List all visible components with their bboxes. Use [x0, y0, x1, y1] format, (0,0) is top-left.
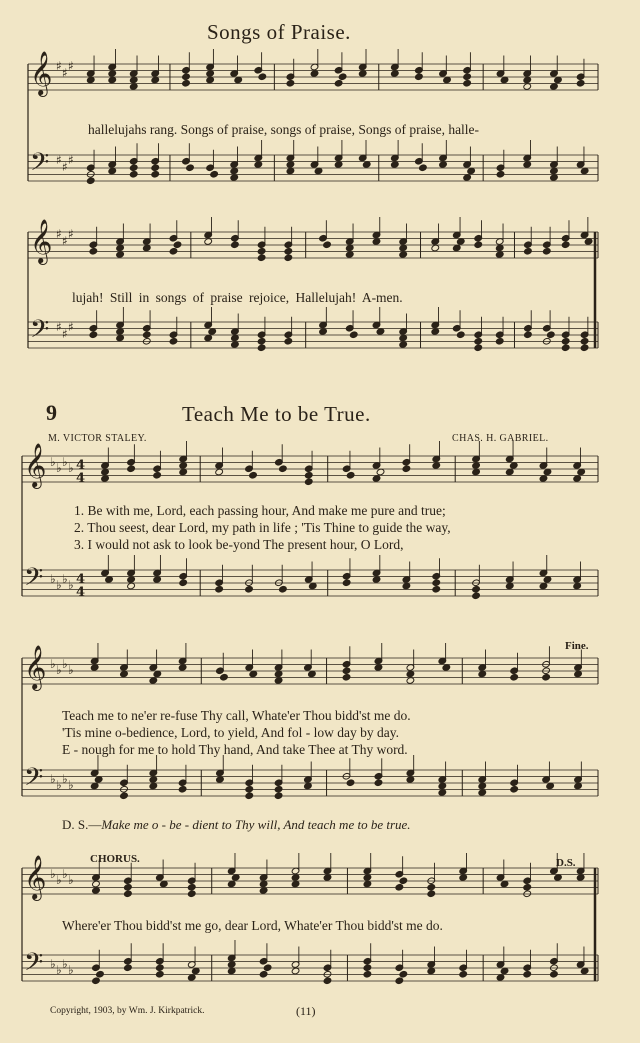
flat-icon: ♭: [50, 657, 56, 671]
note-head: [323, 977, 332, 985]
treble-clef-icon: 𝄞: [30, 219, 53, 263]
time-signature-top: 4: [76, 458, 86, 473]
note-head: [124, 883, 133, 891]
time-signature-bottom: 4: [76, 471, 86, 486]
flat-icon: ♭: [56, 461, 62, 475]
note-head: [415, 73, 424, 81]
flat-icon: ♭: [68, 663, 74, 677]
sharp-icon: ♯: [68, 153, 74, 167]
note-head: [245, 792, 254, 800]
note-head: [96, 970, 105, 978]
sharp-icon: ♯: [68, 320, 74, 334]
note-head: [561, 337, 570, 345]
sharp-icon: ♯: [62, 234, 68, 248]
note-head: [156, 964, 165, 972]
note-head: [542, 247, 551, 255]
note-head: [459, 970, 468, 978]
note-head: [542, 673, 551, 681]
note-head: [169, 247, 178, 255]
flat-icon: ♭: [62, 957, 68, 971]
treble-clef-icon: 𝄞: [30, 51, 53, 95]
note-head: [249, 471, 258, 479]
note-head: [474, 241, 483, 249]
ds-text: Make me o - be - dient to Thy will, And teach me to be true.: [101, 817, 411, 832]
treble-clef-icon: 𝄞: [24, 443, 47, 487]
note-head: [127, 465, 136, 473]
flat-icon: ♭: [56, 578, 62, 592]
page-number: (11): [296, 1004, 316, 1018]
note-head: [524, 331, 533, 339]
verse1-line2: Teach me to ne'er re-fuse Thy call, Whate'er Thou bidd'st me do.: [62, 708, 411, 723]
note-head: [210, 170, 219, 178]
note-head: [151, 170, 160, 178]
note-head: [334, 79, 343, 87]
flat-icon: ♭: [50, 957, 56, 971]
note-head: [257, 247, 266, 255]
hymn1-title: Songs of Praise.: [207, 20, 351, 44]
note-head: [169, 337, 178, 345]
note-head: [178, 785, 187, 793]
note-head: [546, 331, 555, 339]
flat-icon: ♭: [56, 873, 62, 887]
note-head: [215, 585, 224, 593]
note-head: [86, 177, 95, 185]
note-head: [245, 785, 254, 793]
note-head: [550, 970, 559, 978]
flat-icon: ♭: [50, 572, 56, 586]
bass-clef-icon: 𝄢: [24, 763, 44, 798]
note-head: [342, 579, 351, 587]
note-head: [245, 585, 254, 593]
treble-clef-icon: 𝄞: [24, 645, 47, 689]
note-head: [524, 247, 533, 255]
sharp-icon: ♯: [62, 160, 68, 174]
note-head: [495, 337, 504, 345]
note-head: [186, 164, 195, 172]
ds-label: D. S.—: [62, 817, 102, 832]
note-head: [523, 883, 532, 891]
note-head: [472, 592, 481, 600]
time-signature-bottom: 4: [76, 585, 86, 600]
flat-icon: ♭: [62, 455, 68, 469]
note-head: [263, 964, 272, 972]
note-head: [279, 585, 288, 593]
note-head: [399, 877, 408, 885]
note-head: [399, 970, 408, 978]
note-head: [342, 667, 351, 675]
note-head: [474, 344, 483, 352]
sharp-icon: ♯: [56, 153, 62, 167]
flat-icon: ♭: [68, 963, 74, 977]
note-head: [323, 241, 332, 249]
note-head: [304, 471, 313, 479]
note-head: [179, 579, 188, 587]
flat-icon: ♭: [50, 772, 56, 786]
flat-icon: ♭: [62, 572, 68, 586]
note-head: [561, 241, 570, 249]
sharp-icon: ♯: [62, 66, 68, 80]
flat-icon: ♭: [68, 778, 74, 792]
note-head: [187, 890, 196, 898]
flat-icon: ♭: [62, 772, 68, 786]
note-head: [363, 964, 372, 972]
flat-icon: ♭: [50, 455, 56, 469]
note-head: [338, 73, 347, 81]
verse1-line1: 1. Be with me, Lord, each passing hour, And make me pure and true;: [74, 503, 446, 518]
verse2-line2: 'Tis mine o-bedience, Lord, to yield, And fol - low day by day.: [62, 725, 400, 740]
note-head: [342, 673, 351, 681]
composer-credit: CHAS. H. GABRIEL.: [452, 433, 549, 444]
note-head: [510, 785, 519, 793]
note-head: [129, 164, 138, 172]
copyright-notice: Copyright, 1903, by Wm. J. Kirkpatrick.: [50, 1006, 205, 1016]
flat-icon: ♭: [62, 657, 68, 671]
note-head: [173, 241, 182, 249]
note-head: [463, 79, 472, 87]
flat-icon: ♭: [68, 578, 74, 592]
time-signature-top: 4: [76, 572, 86, 587]
note-head: [259, 970, 268, 978]
note-head: [395, 977, 404, 985]
hymn1-lyrics-line2: lujah! Still in songs of praise rejoice, Hallelujah! A-men.: [72, 290, 403, 305]
note-head: [496, 170, 505, 178]
flat-icon: ♭: [50, 867, 56, 881]
note-head: [474, 337, 483, 345]
note-head: [153, 471, 162, 479]
treble-clef-icon: 𝄞: [24, 855, 47, 899]
note-head: [580, 337, 589, 345]
hymn-number: 9: [46, 400, 57, 425]
note-head: [284, 337, 293, 345]
note-head: [89, 331, 98, 339]
note-head: [427, 883, 436, 891]
verse3-line2: E - nough for me to hold Thy hand, And take Thee at Thy word.: [62, 742, 408, 757]
note-head: [580, 344, 589, 352]
bass-clef-icon: 𝄢: [24, 948, 44, 983]
note-head: [231, 241, 240, 249]
note-head: [257, 254, 266, 262]
verse2-line1: 2. Thou seest, dear Lord, my path in life ; 'Tis Thine to guide the way,: [74, 520, 451, 535]
sharp-icon: ♯: [56, 320, 62, 334]
flat-icon: ♭: [56, 963, 62, 977]
note-head: [156, 970, 165, 978]
note-head: [463, 73, 472, 81]
sharp-icon: ♯: [56, 227, 62, 241]
note-head: [395, 883, 404, 891]
flat-icon: ♭: [56, 778, 62, 792]
note-head: [286, 79, 295, 87]
hymn2-title: Teach Me to be True.: [182, 402, 371, 426]
note-head: [432, 585, 441, 593]
flat-icon: ♭: [68, 461, 74, 475]
note-head: [510, 673, 519, 681]
note-head: [274, 792, 283, 800]
note-head: [349, 331, 358, 339]
note-head: [346, 471, 355, 479]
note-head: [304, 478, 313, 486]
note-head: [187, 883, 196, 891]
note-head: [432, 579, 441, 587]
note-head: [284, 254, 293, 262]
note-head: [258, 73, 267, 81]
note-head: [374, 779, 383, 787]
lyricist-credit: M. VICTOR STALEY.: [48, 433, 147, 444]
sharp-icon: ♯: [68, 227, 74, 241]
ds-mark: D.S.: [556, 857, 576, 869]
note-head: [576, 79, 585, 87]
note-head: [279, 465, 288, 473]
note-head: [561, 344, 570, 352]
chorus-label: CHORUS.: [90, 853, 140, 865]
note-head: [120, 792, 129, 800]
note-head: [182, 79, 191, 87]
note-head: [456, 331, 465, 339]
note-head: [274, 785, 283, 793]
note-head: [523, 970, 532, 978]
note-head: [89, 247, 98, 255]
note-head: [419, 164, 428, 172]
note-head: [257, 344, 266, 352]
chorus-lyrics: Where'er Thou bidd'st me go, dear Lord, Whate'er Thou bidd'st me do.: [62, 918, 443, 933]
note-head: [142, 331, 151, 339]
sharp-icon: ♯: [68, 59, 74, 73]
flat-icon: ♭: [56, 663, 62, 677]
sharp-icon: ♯: [62, 327, 68, 341]
note-head: [472, 585, 481, 593]
note-head: [257, 337, 266, 345]
bass-clef-icon: 𝄢: [30, 315, 50, 350]
note-head: [129, 170, 138, 178]
note-head: [124, 890, 133, 898]
flat-icon: ♭: [68, 873, 74, 887]
bass-clef-icon: 𝄢: [24, 563, 44, 598]
note-head: [182, 73, 191, 81]
note-head: [284, 247, 293, 255]
flat-icon: ♭: [62, 867, 68, 881]
note-head: [346, 779, 355, 787]
sharp-icon: ♯: [56, 59, 62, 73]
note-head: [220, 673, 229, 681]
note-head: [151, 164, 160, 172]
note-head: [427, 890, 436, 898]
note-head: [92, 977, 101, 985]
note-head: [402, 465, 411, 473]
verse3-line1: 3. I would not ask to look be-yond The present hour, O Lord,: [74, 537, 404, 552]
hymn1-lyrics-line1: hallelujahs rang. Songs of praise, songs of praise, Songs of praise, halle-: [88, 122, 480, 137]
fine-mark: Fine.: [565, 640, 589, 652]
note-head: [124, 964, 133, 972]
bass-clef-icon: 𝄢: [30, 148, 50, 183]
note-head: [363, 970, 372, 978]
